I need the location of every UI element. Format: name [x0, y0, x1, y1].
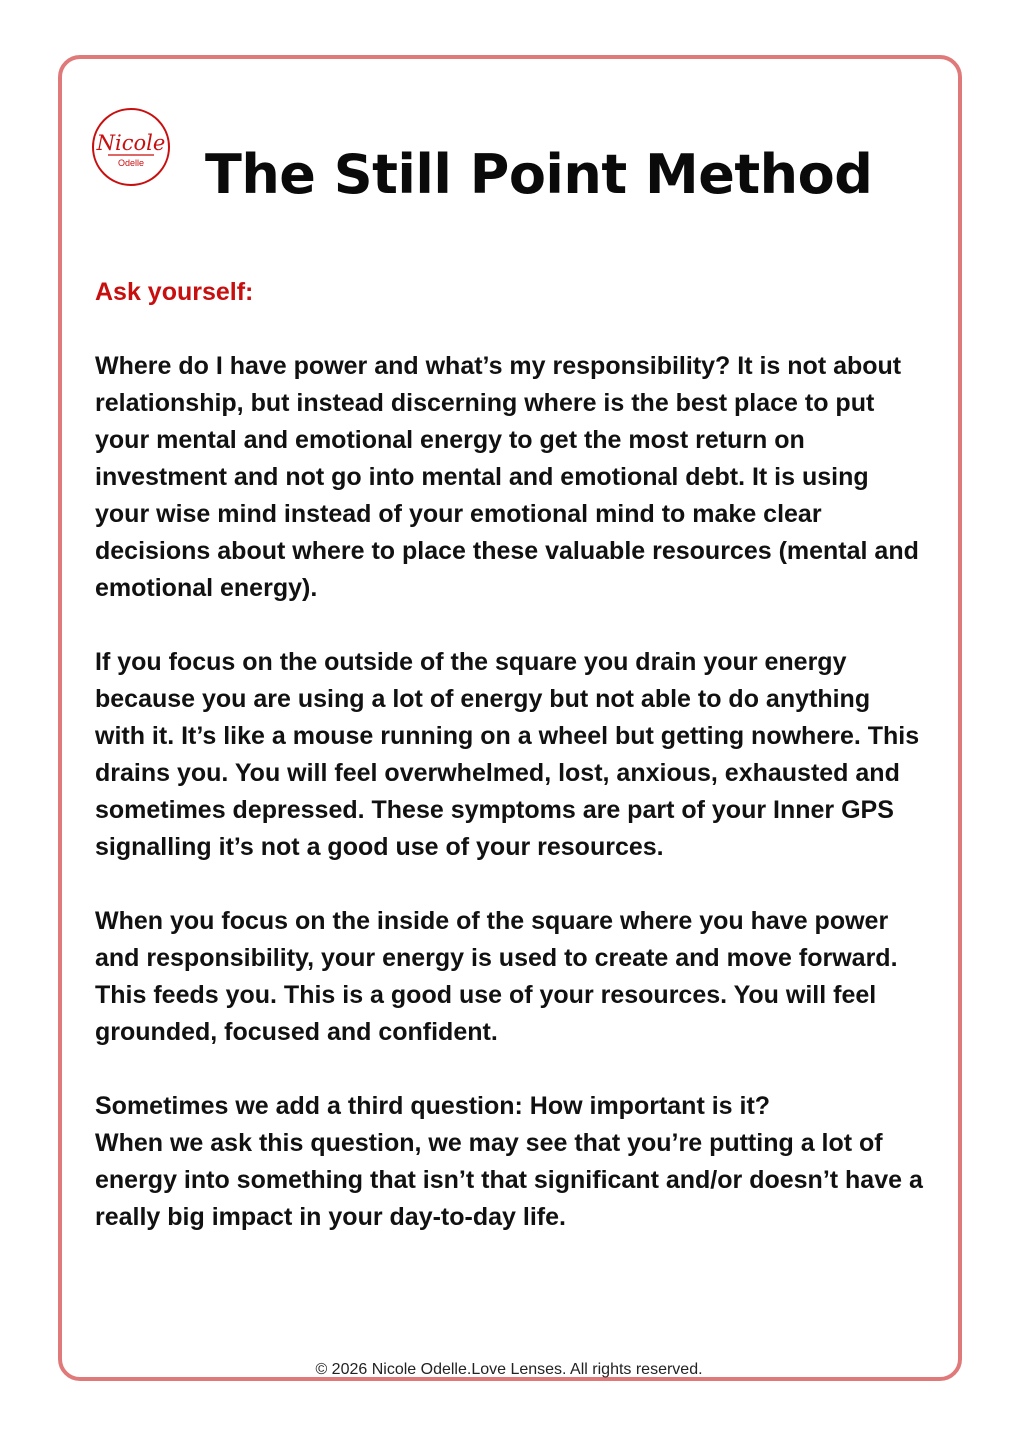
- paragraph-inside-square: When you focus on the inside of the square where you have power and responsibility, your energy is used to create and move forward. This feeds you. This is a good use of your resources. You will feel grounded, focused and confident.: [95, 907, 898, 1046]
- main-content: [95, 274, 925, 1273]
- page-title: The Still Point Method: [205, 143, 873, 207]
- copyright-footer: © 2026 Nicole Odelle.Love Lenses. All rights reserved.: [315, 1361, 703, 1378]
- logo-subtext: Odelle: [117, 158, 145, 168]
- third-question: Sometimes we add a third question: How important is it?: [95, 1092, 771, 1120]
- paragraph-outside-square: If you focus on the outside of the square you drain your energy because you are using a lot of energy but not able to do anything with it. It’s like a mouse running on a wheel but getting nowhere. This drains you. You will feel overwhelmed, lost, anxious, exhausted and sometimes depressed. These symptoms are part of your Inner GPS signalling it’s not a good use of your resources.: [95, 648, 920, 861]
- paragraph-third-question-explanation: When we ask this question, we may see that you’re putting a lot of energy into something that isn’t that significant and/or doesn’t have a really big impact in your day-to-day life.: [95, 1129, 923, 1231]
- nicole-odelle-logo: [90, 106, 172, 188]
- logo-script-text: Nicole: [96, 131, 166, 155]
- ask-yourself-heading: Ask yourself:: [95, 278, 254, 306]
- paragraph-power-responsibility: Where do I have power and what’s my responsibility? It is not about relationship, but instead discerning where is the best place to put your mental and emotional energy to get the most return on investment and not go into mental and emotional debt. It is using your wise mind instead of your emotional mind to make clear decisions about where to place these valuable resources (mental and emotional energy).: [95, 352, 919, 602]
